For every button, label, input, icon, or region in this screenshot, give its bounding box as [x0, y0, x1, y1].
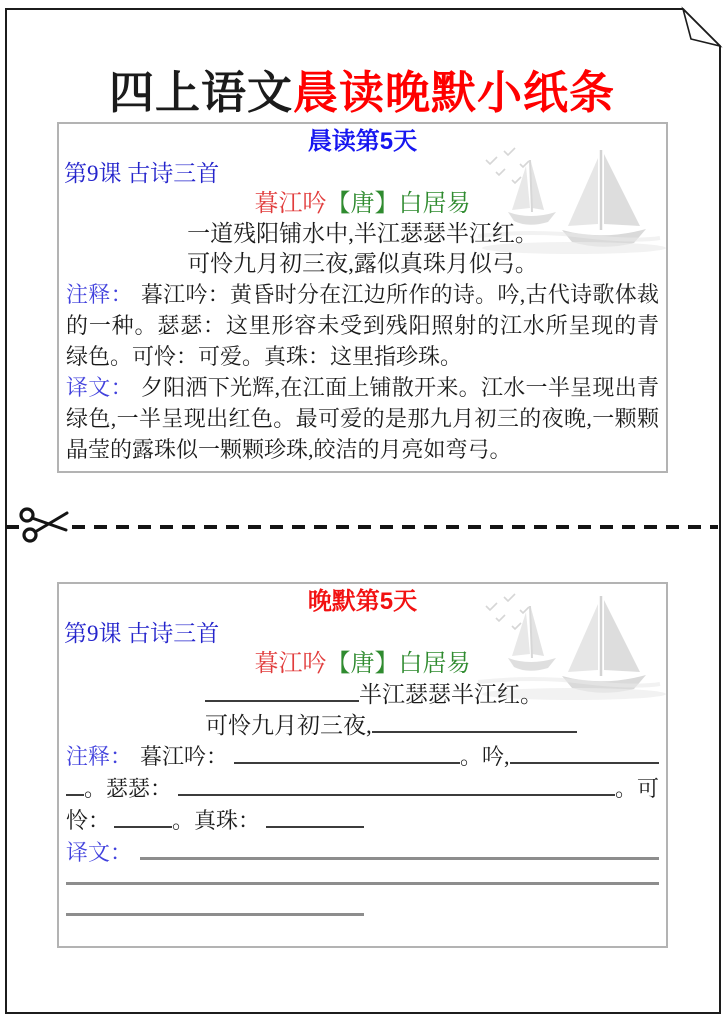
notes-text: 暮江吟：黄昏时分在江边所作的诗。吟,古代诗歌体裁的一种。瑟瑟：这里形容未受到残阳照射的江水所呈现的青绿色。可怜：可爱。真珠：这里指珍珠。	[66, 282, 659, 369]
writing-line	[66, 913, 364, 916]
morning-card	[57, 122, 668, 473]
translation-text: 夕阳洒下光辉,在江面上铺散开来。江水一半呈现出青绿色,一半呈现出红色。最可爱的是那九月初三的夜晚,一颗颗晶莹的露珠似一颗颗珍珠,皎洁的月亮如弯弓。	[66, 375, 659, 462]
translation-label: 译文：	[66, 840, 133, 865]
translation-label: 译文：	[66, 375, 133, 400]
poem-line-1-suffix: 半江瑟瑟半江红。	[359, 682, 543, 707]
lesson-title: 第9课 古诗三首	[64, 161, 220, 186]
writing-line	[66, 882, 659, 885]
poem-title	[64, 189, 661, 219]
fill-blank	[205, 688, 359, 702]
translation-fill-line	[64, 837, 661, 869]
evening-header: 晚默第5天	[307, 588, 418, 615]
poem-fill-line-2	[64, 710, 661, 741]
note-term: 怜：	[66, 808, 111, 833]
poem-fill-line-1	[64, 679, 661, 710]
evening-card	[57, 582, 668, 948]
note-text: 。可	[614, 776, 659, 801]
spacer	[543, 701, 661, 702]
poem-name: 暮江吟	[254, 191, 327, 217]
notes-paragraph	[64, 279, 661, 372]
poem-line-2: 可怜九月初三夜,露似真珠月似弓。	[187, 251, 538, 276]
fill-blank	[178, 782, 615, 796]
folded-corner-icon	[683, 9, 720, 46]
title-main-label: 晨读晚默小纸条	[293, 68, 616, 119]
poem-name: 暮江吟	[254, 651, 327, 677]
note-text: 。瑟瑟：	[84, 776, 173, 801]
note-text: 。真珠：	[172, 808, 261, 833]
poem-author: 【唐】白居易	[326, 651, 471, 677]
fill-blank	[114, 814, 172, 828]
lesson-title: 第9课 古诗三首	[64, 621, 220, 646]
fill-blank	[266, 814, 364, 828]
fill-blank	[372, 719, 577, 733]
translation-paragraph	[64, 372, 661, 465]
dashed-cut-line	[6, 521, 718, 533]
note-text: 。吟,	[460, 744, 510, 769]
morning-header: 晨读第5天	[307, 128, 418, 155]
page-title	[0, 64, 724, 122]
poem-line-1: 一道残阳铺水中,半江瑟瑟半江红。	[187, 221, 538, 246]
notes-label: 注释：	[66, 744, 133, 769]
fill-blank	[510, 750, 659, 764]
notes-fill-line-3	[64, 805, 661, 837]
notes-label: 注释：	[66, 282, 133, 307]
poem-author: 【唐】白居易	[326, 191, 471, 217]
scissors-icon	[18, 503, 70, 547]
poem-line-2-prefix: 可怜九月初三夜,	[205, 713, 372, 738]
notes-fill-line-2	[64, 773, 661, 805]
notes-fill-line-1	[64, 741, 661, 773]
fill-blank	[234, 750, 460, 764]
spacer	[364, 827, 659, 828]
writing-line	[140, 845, 659, 860]
note-term: 暮江吟：	[140, 744, 229, 769]
fill-blank	[66, 782, 84, 796]
poem-title	[64, 649, 661, 679]
spacer	[577, 732, 661, 733]
title-course-label: 四上语文	[108, 68, 293, 119]
